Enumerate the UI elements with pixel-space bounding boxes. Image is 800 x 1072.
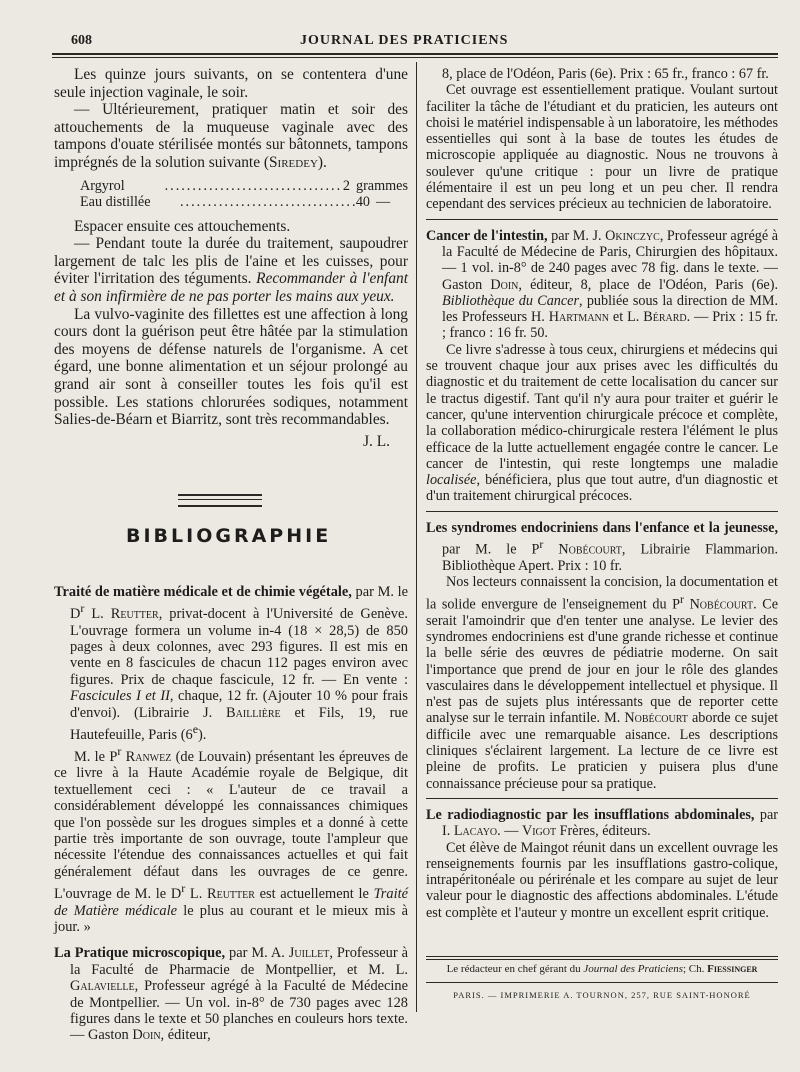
entry-separator: [426, 798, 778, 799]
bib-entry: Traité de matière médicale et de chimie végétale, par M. le $D^r$ L. Reutter, privat-docent à l'Université de Genève. L'ouvrage formera un volume in-4 (18 × 28,5) de 850 pages à deux colonnes, avec 293 figures. Il est mis en vente en 8 fascicules de chacun 112 pages environ avec figures. Prix de chaque fascicule, 12 fr. — En vente : Fascicules I et II, chaque, 12 fr. (Ajouter 10 % pour frais d'envoi). (Librairie J. Baillière et Fils, 19, rue Hautefeuille, Paris (6e).: [54, 584, 408, 743]
left-column-article: [54, 66, 408, 450]
right-column: [426, 66, 778, 921]
footer-rule-thin: [426, 959, 778, 960]
bib-entry: La Pratique microscopique, par M. A. Juillet, Professeur à la Faculté de Pharmacie de Montpellier, et M. L. Galavielle, Professeur agrégé à la Faculté de Médecine de Montpellier. — Un vol. in-8° de 730 pages avec 128 figures dans le texte et 50 planches en couleurs hors texte. — Gaston Doin, éditeur,: [54, 945, 408, 1044]
bib-entry-continued: 8, place de l'Odéon, Paris (6e). Prix : 65 fr., franco : 67 fr.: [442, 66, 769, 82]
paragraph: — Pendant toute la durée du traitement, saupoudrer largement de talc les plis de l'aine et les cuisses, pour éviter l'irritation des téguments. Recommander à l'enfant et à son infirmière de ne pas porter les mains aux yeux.: [54, 235, 408, 305]
journal-title: JOURNAL DES PRATICIENS: [300, 33, 509, 48]
ornament-rule: [178, 494, 262, 507]
printer-line: PARIS. — IMPRIMERIE A. TOURNON, 257, RUE SAINT-HONORÉ: [453, 990, 751, 1000]
editor-line: Le rédacteur en chef gérant du Journal des Praticiens; Ch. Fiessinger: [446, 963, 758, 975]
bib-review: Cet élève de Maingot réunit dans un excellent ouvrage les renseignements fournis par les insufflations gastro-colique, intrapéritonéale ou périrénale et les compare au sujet de leur valeur pour le diagnostic des affections abdominales. L'étude est complète et l'auteur y montre un excellent esprit critique.: [426, 839, 778, 921]
column-divider: [416, 62, 417, 1012]
header-rule-thin: [52, 57, 778, 58]
footer-divider: [426, 982, 778, 983]
bib-entry: Cancer de l'intestin, par M. J. Okinczyc, Professeur agrégé à la Faculté de Médecine de Paris, Chirurgien des hôpitaux. — 1 vol. in-8° de 240 pages avec 78 fig. dans le texte. — Gaston Doin, éditeur, 8, place de l'Odéon, Paris (6e). Bibliothèque du Cancer, publiée sous la direction de MM. les Professeurs H. Hartmann et L. Bérard. — Prix : 15 fr. ; franco : 16 fr. 50.: [426, 227, 779, 342]
bib-review: M. le $P^r$ Ranwez (de Louvain) présentant les épreuves de ce livre à la Haute Académie royale de Belgique, dit textuellement ceci : « L'auteur de ce travail a considérablement développé les connaissances chimiques que l'on possède sur les drogues simples et a donné à cette partie très importante de son ouvrage, toute l'ampleur que nécessite l'étendue des connaissances actuelles et qui fait généralement défaut dans les ouvrages de ce genre. L'ouvrage de M. le $D^r$ L. Reutter est actuellement le Traité de Matière médicale le plus au courant et le mieux mis à jour. »: [54, 744, 408, 935]
footer-rule: [426, 956, 778, 957]
entry-separator: [426, 219, 778, 220]
section-title: BIBLIOGRAPHIE: [126, 525, 332, 547]
bib-entry: Les syndromes endocriniens dans l'enfance et la jeunesse, par M. le $P^r$ Nobécourt, Librairie Flammarion. Bibliothèque Apert. Prix : 10 fr.: [426, 519, 778, 575]
bib-entry: Le radiodiagnostic par les insufflations abdominales, par I. Lacayo. — Vigot Frères, éditeurs.: [426, 806, 778, 840]
paragraph: Espacer ensuite ces attouchements.: [74, 217, 291, 235]
page-number: 608: [71, 33, 92, 48]
left-column-bibliography: [54, 584, 408, 1044]
signature: J. L.: [363, 432, 390, 450]
entry-separator: [426, 511, 778, 512]
paragraph: Les quinze jours suivants, on se contentera d'une seule injection vaginale, le soir.: [54, 66, 408, 101]
paragraph: — Ultérieurement, pratiquer matin et soir des attouchements de la muqueuse vaginale avec des tampons d'ouate stérilisée montés sur bâtonnets, tampons imprégnés de la solution suivante (Siredey).: [54, 101, 408, 171]
recipe-row: Argyrol ................................ 2 grammes: [80, 177, 408, 194]
bib-review: Cet ouvrage est essentiellement pratique. Voulant surtout faciliter la tâche de l'étudiant et du praticien, les auteurs ont choisi le matériel indispensable à un laboratoire, les méthodes essentielles qui sont à la base de toutes les études de microscopie appliquée au diagnostic. Nous ne trouvons à soulever qu'une critique : pour un livre de pratique élémentaire il est un peu long et un peu cher. Il rendra cependant des services précieux au technicien de laboratoire.: [426, 82, 778, 213]
recipe-list: [80, 178, 408, 210]
recipe-row: Eau distillée ................................ 40 —: [80, 193, 391, 210]
bib-review: Ce livre s'adresse à tous ceux, chirurgiens et médecins qui se trouvent chaque jour aux prises avec les difficultés du diagnostic et du traitement de cette localisation du cancer sur le tractus digestif. Tant qu'il n'y aura pour traiter et guérir le cancer, qu'une intervention chirurgicale précoce et complète, la collaboration médico-chirurgicale restera l'élément le plus efficace de la lutte actuellement engagée contre le cancer. Le cancer de l'intestin, qui reste longtemps une maladie localisée, bénéficiera, plus que tout autre, d'un diagnostic et d'un traitement chirurgical précoces.: [426, 341, 778, 505]
paragraph: La vulvo-vaginite des fillettes est une affection à long cours dont la guérison peut être hâtée par la stimulation des moyens de défense naturels de l'organisme. A cet égard, une bonne alimentation et un séjour prolongé au grand air sont à conseiller toutes les fois qu'il est possible. Les stations chlorurées sodiques, notamment Salies-de-Béarn et Biarritz, sont très recommandables.: [54, 305, 408, 429]
header-rule: [52, 53, 778, 55]
bib-review: Nos lecteurs connaissent la concision, la documentation et la solide envergure de l'enseignement du $P^r$ Nobécourt. Ce serait l'amoindrir que d'en tenter une analyse. Le levier des syndromes endocriniens est d'une grande richesse et continue la belle série des œuvres de pédiatrie moderne. On sait l'importance que prend de jour en jour le rôle des glandes vasculaires dans le développement intellectuel et physique. Il n'est pas de sujets plus intéressants que de reporter cette analyse sur le terrain infantile. M. Nobécourt aborde ce sujet difficile avec une remarquable aisance. Les descriptions cliniques s'éclairent largement. La lecture de ce livre est pleine de profits. Le praticien y puisera plus d'une connaissance précieuse pour sa pratique.: [426, 574, 779, 792]
